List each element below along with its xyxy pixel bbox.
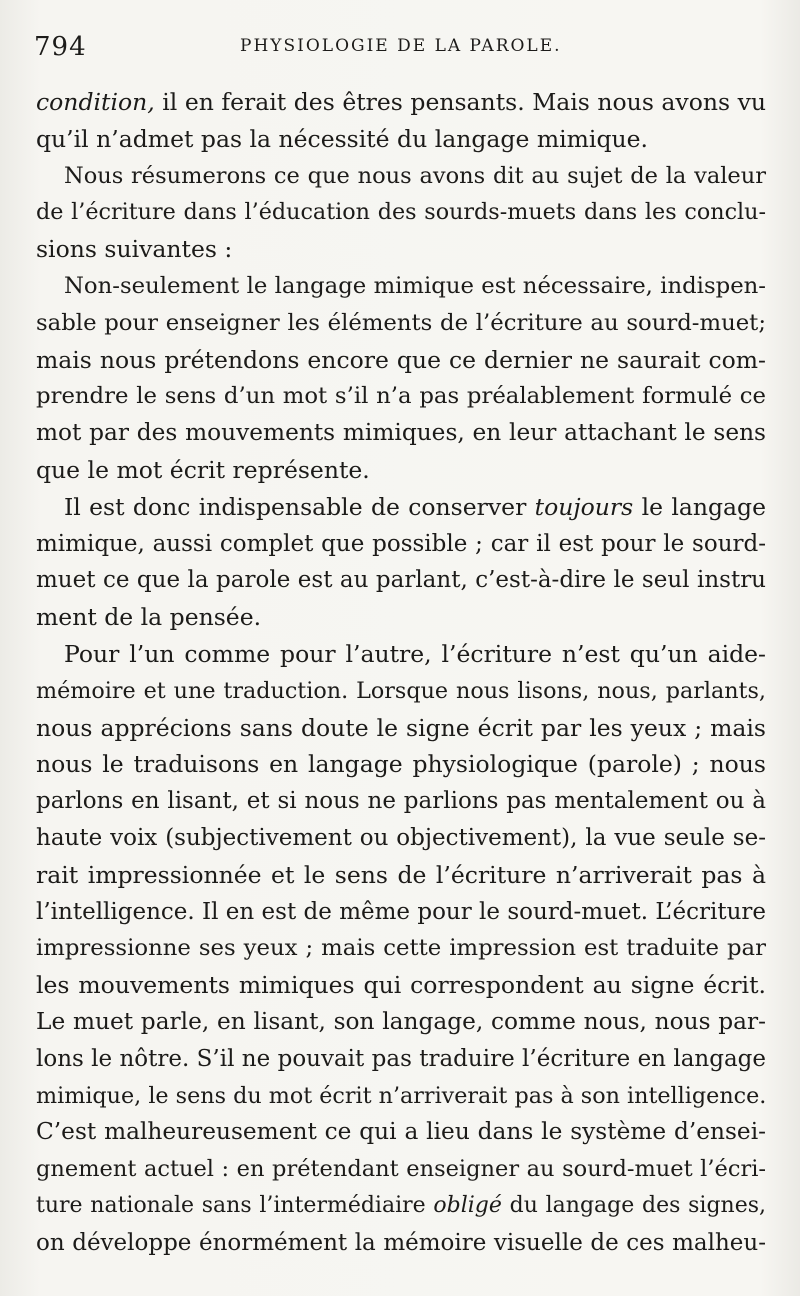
page-header — [34, 30, 774, 70]
text-line: Non-seulement le langage mimique est nécessaire, indispen- — [64, 272, 766, 299]
text-line: rait impressionnée et le sens de l’écriture n’arriverait pas à — [36, 860, 766, 889]
text-line: mais nous prétendons encore que ce dernier ne saurait com- — [36, 345, 766, 374]
text-line: ture nationale sans l’intermédiaire obligé du langage des signes, — [36, 1192, 767, 1218]
text-line: haute voix (subjectivement ou objectivement), la vue seule se- — [36, 824, 766, 851]
text-line: lons le nôtre. S’il ne pouvait pas traduire l’écriture en langage — [36, 1045, 766, 1072]
page-number: 794 — [34, 32, 87, 62]
text-line: nous apprécions sans doute le signe écrit par les yeux ; mais — [36, 713, 766, 742]
text-line: Nous résumerons ce que nous avons dit au sujet de la valeur — [64, 162, 766, 189]
text-line: mémoire et une traduction. Lorsque nous lisons, nous, parlants, — [36, 677, 766, 704]
text-line: l’intelligence. Il en est de même pour le sourd-muet. L’écriture — [36, 898, 766, 925]
running-head: PHYSIOLOGIE DE LA PAROLE. — [240, 36, 562, 56]
text-line: les mouvements mimiques qui correspondent au signe écrit. — [36, 971, 766, 1000]
text-line: muet ce que la parole est au parlant, c’est-à-dire le seul instru — [36, 567, 766, 594]
italic-word: toujours — [534, 492, 634, 521]
text-line: gnement actuel : en prétendant enseigner au sourd-muet l’écri- — [36, 1156, 766, 1183]
text-line: de l’écriture dans l’éducation des sourds-muets dans les conclu- — [36, 199, 766, 226]
text-line: impressionne ses yeux ; mais cette impression est traduite par — [36, 935, 766, 962]
text-line: prendre le sens d’un mot s’il n’a pas préalablement formulé ce — [36, 383, 766, 410]
text-line: C’est malheureusement ce qui a lieu dans le système d’ensei- — [36, 1118, 766, 1146]
text-line: nous le traduisons en langage physiologique (parole) ; nous — [36, 750, 766, 779]
text-line: que le mot écrit représente. — [36, 455, 370, 484]
text-line: sions suivantes : — [36, 235, 233, 264]
text-line: qu’il n’admet pas la nécessité du langage mimique. — [36, 124, 648, 153]
text-line: mimique, aussi complet que possible ; car il est pour le sourd- — [36, 530, 766, 557]
italic-word: obligé — [433, 1192, 502, 1218]
text-line: mot par des mouvements mimiques, en leur attachant le sens — [36, 419, 766, 447]
text-line: mimique, le sens du mot écrit n’arriverait pas à son intelligence. — [36, 1082, 767, 1109]
text-line: on développe énormément la mémoire visuelle de ces malheu- — [36, 1229, 766, 1256]
text-line: Il est donc indispensable de conserver toujours le langage — [64, 492, 767, 521]
text-line: condition, il en ferait des êtres pensants. Mais nous avons vu — [36, 88, 766, 116]
body-text — [36, 84, 766, 1262]
text-line: sable pour enseigner les éléments de l’écriture au sourd-muet; — [36, 309, 766, 336]
text-line: Le muet parle, en lisant, son langage, comme nous, nous par- — [36, 1007, 766, 1035]
text-line: parlons en lisant, et si nous ne parlions pas mentalement ou à — [36, 788, 766, 815]
text-line: ment de la pensée. — [36, 603, 262, 632]
text-line: Pour l’un comme pour l’autre, l’écriture n’est qu’un aide- — [64, 639, 766, 668]
italic-word: condition, — [36, 88, 155, 116]
